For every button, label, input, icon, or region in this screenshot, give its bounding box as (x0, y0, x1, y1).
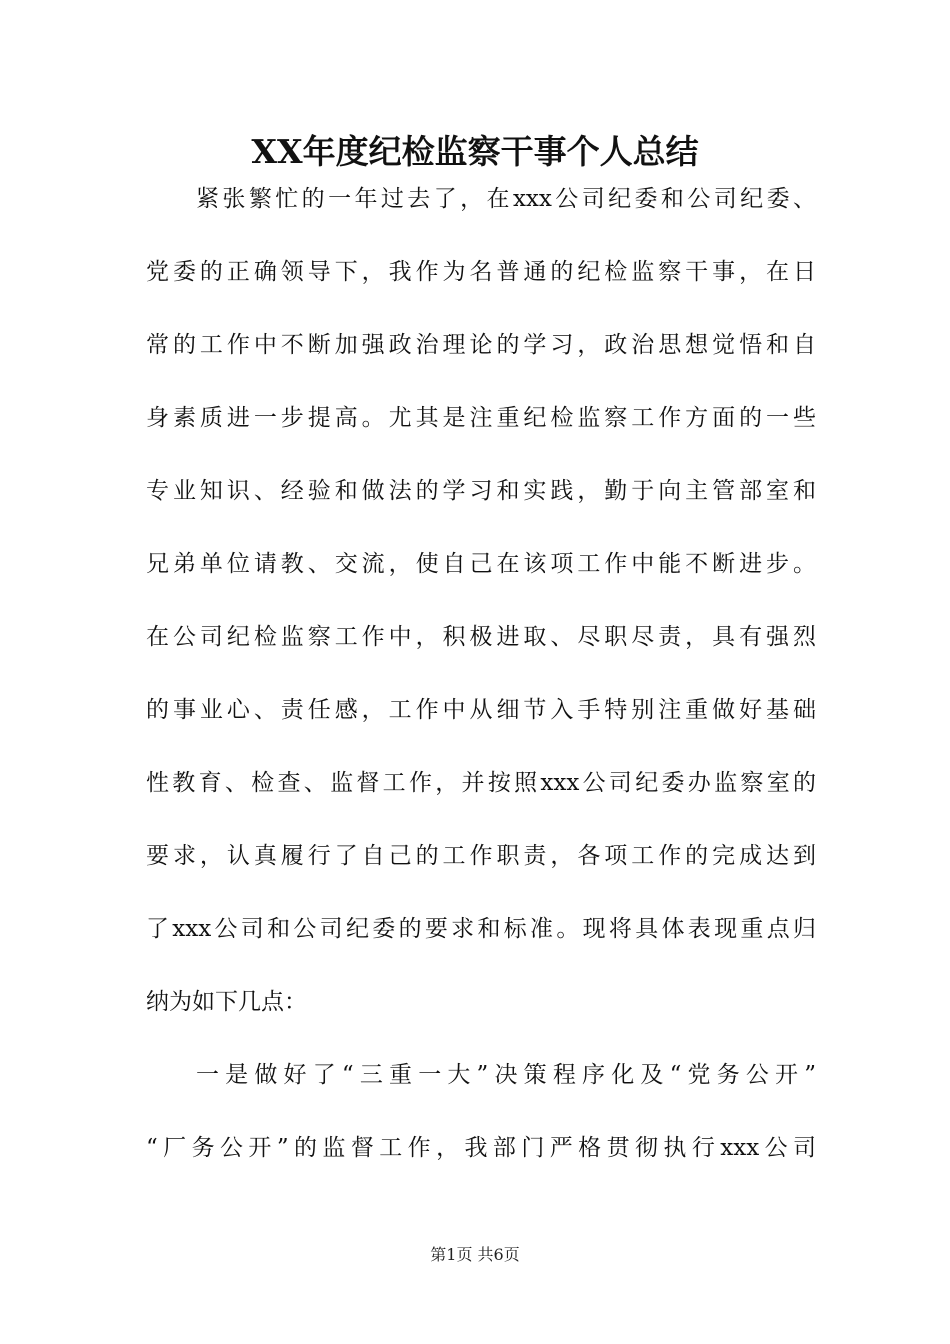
text-line: 党委的正确领导下，我作为名普通的纪检监察干事，在日 (146, 259, 816, 285)
document-title: XX年度纪检监察干事个人总结 (251, 132, 699, 171)
text-line: 兄弟单位请教、交流，使自己在该项工作中能不断进步。 (146, 551, 816, 577)
text-line: 专业知识、经验和做法的学习和实践，勤于向主管部室和 (146, 478, 816, 504)
paragraph-1 (146, 181, 816, 1057)
text-line: 在公司纪检监察工作中，积极进取、尽职尽责，具有强烈 (146, 624, 816, 650)
text-line: 了xxx公司和公司纪委的要求和标准。现将具体表现重点归 (146, 916, 816, 942)
text-line: 身素质进一步提高。尤其是注重纪检监察工作方面的一些 (146, 405, 816, 431)
text-line: 紧张繁忙的一年过去了，在xxx公司纪委和公司纪委、 (196, 186, 816, 212)
page-footer: 第1页 共6页 (430, 1245, 520, 1264)
text-line: 性教育、检查、监督工作，并按照xxx公司纪委办监察室的 (146, 770, 816, 796)
text-line: 纳为如下几点： (146, 989, 307, 1015)
text-line: “厂务公开”的监督工作，我部门严格贯彻执行xxx公司 (146, 1135, 816, 1161)
text-line: 一是做好了“三重一大”决策程序化及“党务公开” (196, 1062, 816, 1088)
text-line: 的事业心、责任感，工作中从细节入手特别注重做好基础 (146, 697, 816, 723)
text-line: 要求，认真履行了自己的工作职责，各项工作的完成达到 (146, 843, 816, 869)
paragraph-2 (146, 1057, 816, 1203)
text-line: 常的工作中不断加强政治理论的学习，政治思想觉悟和自 (146, 332, 816, 358)
